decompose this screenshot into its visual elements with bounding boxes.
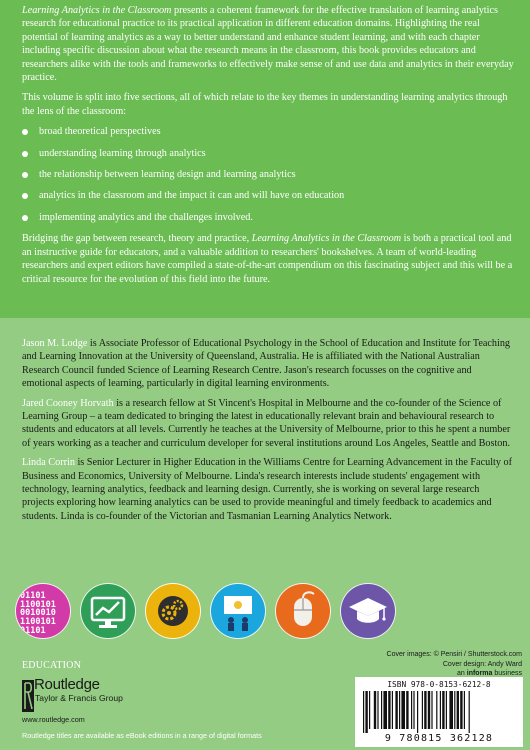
closing-paragraph <box>22 232 514 286</box>
binary-digits <box>20 592 56 636</box>
book-title-italic: Learning Analytics in the Classroom <box>22 5 172 16</box>
barcode-bar <box>446 691 447 729</box>
barcode-bar <box>428 691 430 729</box>
barcode-bar <box>469 691 470 733</box>
binary-line: 01101 <box>20 625 46 636</box>
barcode-bar <box>442 691 444 729</box>
closing-text-a: Bridging the gap between research, theory and practice, <box>22 233 252 245</box>
author-bios <box>22 337 514 529</box>
informa-prefix: an <box>457 670 467 677</box>
barcode-bar <box>365 691 367 733</box>
bio-text: is a research fellow at St Vincent's Hospital in Melbourne and the co-founder of the Science of Learning Group – a team dedicated to bringing the latest in educationally relevant brain and behavioural research to students and educators at all levels. Currently he teaches at the University of Melbourne, prior to this he spent a number of years working as a teacher and curriculum developer for several institutions around Los Angeles, Seattle and Boston. <box>22 397 511 449</box>
list-item: the relationship between learning design and learning analytics <box>22 168 514 181</box>
analytics-monitor-icon <box>80 583 136 639</box>
barcode-bar <box>460 691 462 729</box>
barcode-bar <box>431 691 432 729</box>
barcode-bar <box>401 691 405 729</box>
barcode-bar <box>395 691 397 729</box>
barcode-bar <box>363 691 364 733</box>
author-name: Linda Corrin <box>22 457 75 469</box>
informa-brand: informa <box>466 670 493 677</box>
barcode-bar <box>422 691 423 729</box>
mouse-icon <box>275 583 331 639</box>
author-name: Jason M. Lodge <box>22 338 88 349</box>
closing-text-b: is both a practical tool and an instructive guide for educators, and a valuable addition to researchers' bookshelves. A team of world-leading researchers and expert editors have compiled a state-of-the-art compendium on this fascinating subject and this will be a critical resource for the evolution of this field into the future. <box>22 233 513 285</box>
barcode-digits: 9 780815 362128 <box>384 733 494 744</box>
isbn-label: ISBN 978-0-8153-6212-8 <box>387 680 491 689</box>
cover-images-credit: Cover images: © Pensiri / Shutterstock.com <box>386 651 522 658</box>
publisher-group: Taylor & Francis Group <box>35 693 123 703</box>
barcode-bar <box>440 691 441 729</box>
barcode-bar <box>464 691 465 729</box>
ebook-note: Routledge titles are available as eBook editions in a range of digital formats <box>22 731 262 740</box>
bio-corrin <box>22 456 514 523</box>
list-item: broad theoretical perspectives <box>22 125 514 138</box>
barcode-bar <box>436 691 437 729</box>
binary-line: 1100101 <box>20 617 56 628</box>
publisher-website[interactable]: www.routledge.com <box>22 715 85 724</box>
barcode-bar <box>369 691 370 729</box>
publisher-name: Routledge <box>34 676 100 693</box>
binary-line: 01101 <box>20 591 46 601</box>
barcode-bar <box>413 691 414 729</box>
book-title-italic: Learning Analytics in the Classroom <box>251 233 402 245</box>
barcode-bar <box>424 691 426 729</box>
barcode-bar <box>454 691 455 729</box>
list-item: implementing analytics and the challenges involved. <box>22 211 514 224</box>
barcode-bars <box>361 691 517 733</box>
graduation-cap-icon <box>340 583 396 639</box>
intro-paragraph <box>22 4 514 84</box>
barcode-bar <box>383 691 387 729</box>
barcode <box>355 677 523 747</box>
barcode-bar <box>377 691 378 729</box>
cover-credits <box>350 650 522 679</box>
intro-text: presents a coherent framework for the effective translation of learning analytics research for educational practice to its practical application in different education domains. Highlighting the real potential of learning analytics as a way to better understand and enhance student learning, and with each chapter including specific discussion about what the research means in the classroom, this book provides educators and researchers alike with the tools and frameworks to effectively make sense of and use data and analytics in their everyday practice. <box>22 5 514 84</box>
list-item: analytics in the classroom and the impact it can and will have on education <box>22 189 514 202</box>
teacher-presentation-icon <box>210 583 266 639</box>
sections-paragraph: This volume is split into five sections, all of which relate to the key themes in understanding learning analytics through the lens of the classroom: <box>22 92 508 117</box>
bio-text: is Senior Lecturer in Higher Education in the Williams Centre for Learning Advancement in the Faculty of Business and Economics, University of Melbourne. Linda's research interests include students' engagement with technology, learning analytics, feedback and learning design. Currently, she is working on several large research projects exploring how learning analytics can be used to provide meaningful and timely feedback to academics and students. Linda is co-founder of the Victorian and Tasmanian Learning Analytics Network. <box>22 457 512 522</box>
section-list <box>22 125 514 224</box>
barcode-bar <box>388 691 390 729</box>
subject-category: EDUCATION <box>22 660 82 671</box>
barcode-bar <box>392 691 393 729</box>
barcode-bar <box>411 691 412 729</box>
binary-line: 1100101 <box>20 599 56 610</box>
barcode-bar <box>374 691 376 729</box>
barcode-bar <box>449 691 453 729</box>
barcode-bar <box>406 691 408 729</box>
barcode-bar <box>457 691 459 729</box>
person-gears-icon <box>145 583 201 639</box>
barcode-bar <box>417 691 418 733</box>
bio-text: is Associate Professor of Educational Psychology in the School of Education and Institute for Teaching and Learning Innovation at the University of Queensland, Australia. He is affiliated with the National Australian Research Council funded Science of Learning Research Centre. Jason's research focusses on the cognitive and emotional aspects of learning, particularly in digital learning environments. <box>22 338 511 390</box>
book-description <box>22 4 514 293</box>
bio-lodge <box>22 337 514 391</box>
binary-line: 0010010 <box>20 608 56 619</box>
list-item: understanding learning through analytics <box>22 147 514 160</box>
barcode-bar <box>399 691 400 729</box>
author-name: Jared Cooney Horvath <box>22 397 114 409</box>
routledge-mark-icon <box>22 680 34 712</box>
barcode-bar <box>381 691 382 729</box>
cover-design-credit: Cover design: Andy Ward <box>442 660 522 668</box>
bio-horvath <box>22 397 514 451</box>
informa-suffix: business <box>492 670 522 677</box>
binary-data-icon <box>15 583 71 639</box>
